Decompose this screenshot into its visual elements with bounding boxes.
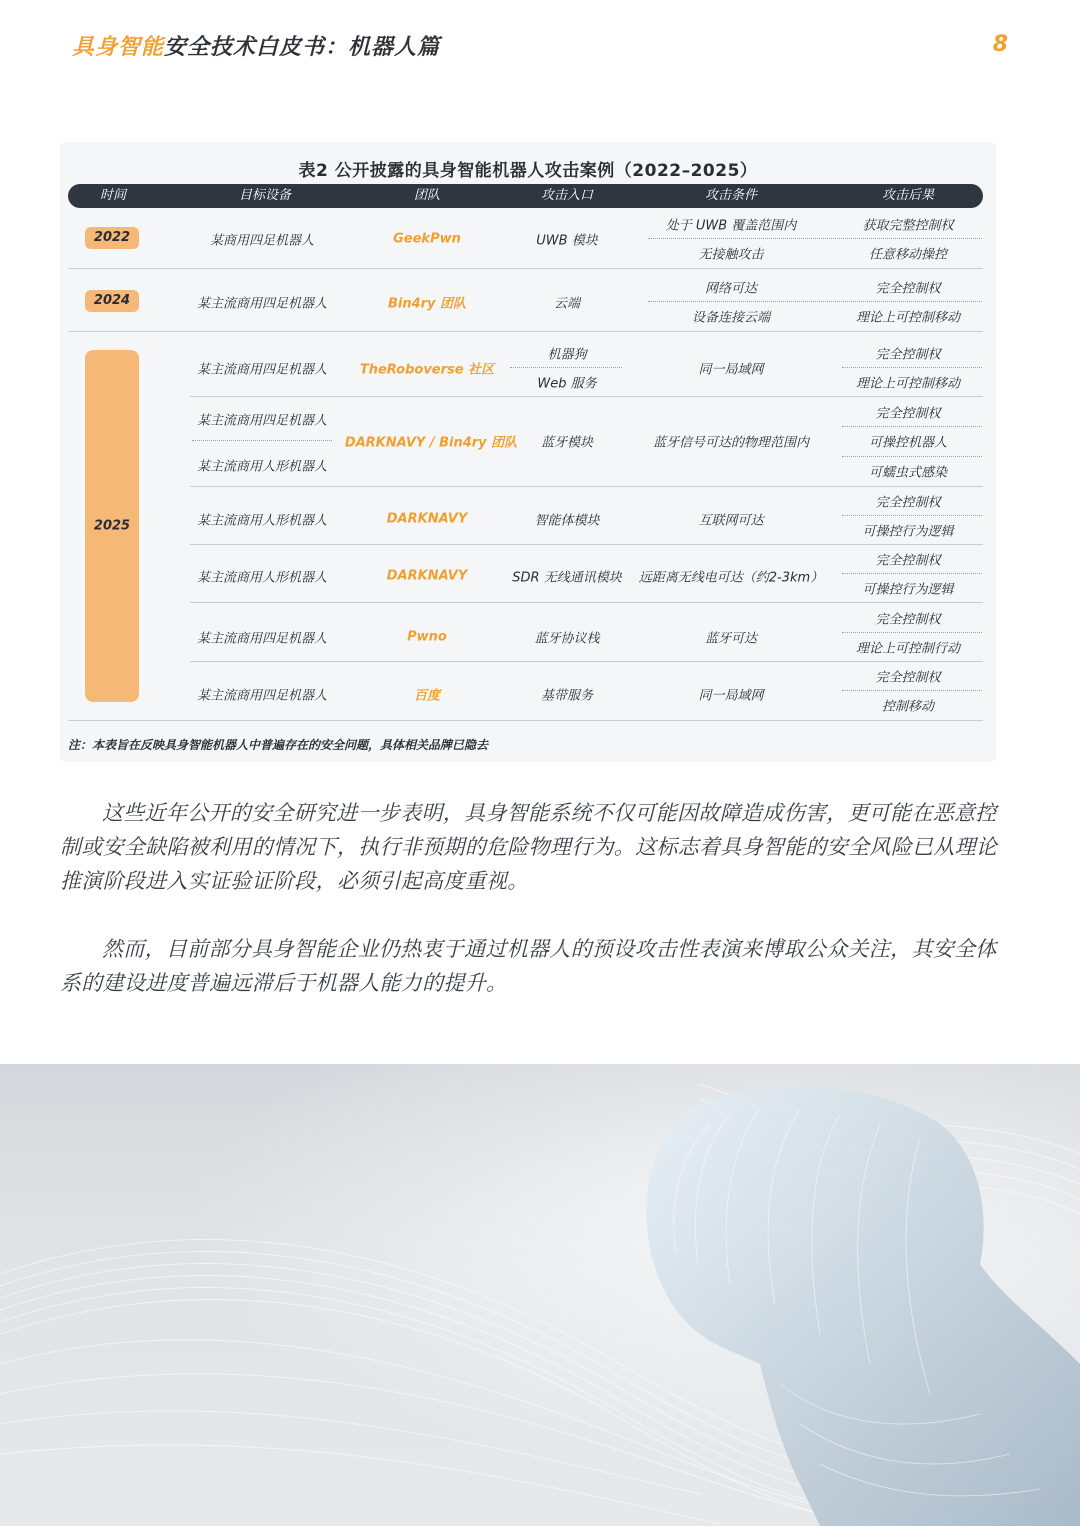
row3-result-divider bbox=[842, 367, 982, 368]
table-title: 表2 公开披露的具身智能机器人攻击案例（2022–2025） bbox=[298, 161, 758, 181]
row1-team: GeekPwn bbox=[393, 231, 461, 247]
row3-device: 某主流商用四足机器人 bbox=[196, 362, 328, 378]
row7-condition: 蓝牙可达 bbox=[704, 631, 758, 647]
document-title-rest: 安全技术白皮书：机器人篇 bbox=[164, 35, 441, 60]
row2-entry: 云端 bbox=[553, 296, 581, 312]
attack-cases-table bbox=[60, 142, 996, 762]
document-title-accent: 具身智能 bbox=[72, 35, 165, 60]
row3-result-2: 理论上可控制移动 bbox=[855, 376, 961, 392]
row-divider bbox=[190, 544, 983, 545]
row-divider bbox=[68, 268, 983, 269]
row5-result-divider bbox=[842, 515, 982, 516]
row5-result-2: 可操控行为逻辑 bbox=[862, 524, 954, 540]
row2-condition-2: 设备连接云端 bbox=[691, 310, 771, 326]
document-title bbox=[72, 30, 440, 61]
ai-figure-illustration bbox=[0, 1064, 1080, 1526]
row-divider bbox=[68, 720, 983, 721]
row2-result-1: 完全控制权 bbox=[875, 281, 941, 297]
row2-device: 某主流商用四足机器人 bbox=[196, 296, 328, 312]
row8-team: 百度 bbox=[413, 688, 441, 704]
row4-device-2: 某主流商用人形机器人 bbox=[196, 459, 328, 475]
row7-result-divider bbox=[842, 632, 982, 633]
row4-team: DARKNAVY / Bin4ry 团队 bbox=[344, 435, 518, 451]
row5-condition: 互联网可达 bbox=[698, 513, 764, 529]
row5-entry: 智能体模块 bbox=[534, 513, 600, 529]
row4-result-3: 可蠕虫式感染 bbox=[868, 465, 948, 481]
row6-device: 某主流商用人形机器人 bbox=[196, 570, 328, 586]
row7-team: Pwno bbox=[407, 629, 447, 645]
row4-device-divider bbox=[192, 440, 332, 441]
row6-result-1: 完全控制权 bbox=[875, 553, 941, 569]
row-divider bbox=[190, 396, 983, 397]
row3-entry-1: 机器狗 bbox=[547, 347, 587, 363]
row8-result-divider bbox=[842, 690, 982, 691]
column-header-result: 攻击后果 bbox=[881, 188, 935, 203]
year-badge-2022: 2022 bbox=[85, 227, 139, 249]
row-divider bbox=[190, 602, 983, 603]
column-header-team: 团队 bbox=[413, 188, 441, 203]
row3-entry-divider bbox=[510, 367, 622, 368]
row7-result-2: 理论上可控制行动 bbox=[855, 641, 961, 657]
row7-device: 某主流商用四足机器人 bbox=[196, 631, 328, 647]
row2-result-2: 理论上可控制移动 bbox=[855, 310, 961, 326]
row6-entry: SDR 无线通讯模块 bbox=[512, 570, 622, 586]
row8-result-1: 完全控制权 bbox=[875, 670, 941, 686]
row8-result-2: 控制移动 bbox=[881, 699, 935, 715]
year-badge-2024: 2024 bbox=[85, 290, 139, 312]
row7-entry: 蓝牙协议栈 bbox=[534, 631, 600, 647]
row3-result-1: 完全控制权 bbox=[875, 347, 941, 363]
row1-result-1: 获取完整控制权 bbox=[862, 218, 954, 234]
ai-figure-artwork bbox=[0, 1064, 1080, 1526]
row-divider bbox=[190, 486, 983, 487]
row5-device: 某主流商用人形机器人 bbox=[196, 513, 328, 529]
row6-condition: 远距离无线电可达（约2-3km） bbox=[638, 570, 824, 586]
year-badge-2025 bbox=[85, 350, 139, 702]
row2-team: Bin4ry 团队 bbox=[387, 296, 467, 312]
row1-condition-divider bbox=[648, 238, 982, 239]
row2-condition-1: 网络可达 bbox=[704, 281, 758, 297]
row1-condition-1: 处于 UWB 覆盖范围内 bbox=[665, 218, 797, 234]
row-divider bbox=[190, 661, 983, 662]
body-paragraph-1: 这些近年公开的安全研究进一步表明，具身智能系统不仅可能因故障造成伤害，更可能在恶意控制或安全缺陷被利用的情况下，执行非预期的危险物理行为。这标志着具身智能的安全风险已从理论推演阶段进入实证验证阶段，必须引起高度重视。 bbox=[60, 801, 998, 893]
year-badge-2025-label: 2025 bbox=[93, 518, 131, 534]
row8-device: 某主流商用四足机器人 bbox=[196, 688, 328, 704]
row4-result-divider bbox=[842, 456, 982, 457]
column-header-entry: 攻击入口 bbox=[540, 188, 594, 203]
row8-entry: 基带服务 bbox=[540, 688, 594, 704]
row5-team: DARKNAVY bbox=[386, 511, 468, 527]
row4-device-1: 某主流商用四足机器人 bbox=[196, 413, 328, 429]
table-note: 注：本表旨在反映具身智能机器人中普遍存在的安全问题，具体相关品牌已隐去 bbox=[68, 738, 489, 752]
row1-entry: UWB 模块 bbox=[536, 233, 598, 249]
row-divider bbox=[68, 331, 983, 332]
row1-result-2: 任意移动操控 bbox=[868, 247, 948, 263]
body-paragraph-2: 然而，目前部分具身智能企业仍热衷于通过机器人的预设攻击性表演来博取公众关注，其安全体系的建设进度普遍远滞后于机器人能力的提升。 bbox=[60, 937, 997, 995]
row5-result-1: 完全控制权 bbox=[875, 495, 941, 511]
row4-result-2: 可操控机器人 bbox=[868, 435, 948, 451]
row3-condition: 同一局域网 bbox=[698, 362, 764, 378]
row4-condition: 蓝牙信号可达的物理范围内 bbox=[652, 435, 810, 451]
row1-condition-2: 无接触攻击 bbox=[698, 247, 764, 263]
column-header-time: 时间 bbox=[99, 188, 127, 203]
row7-result-1: 完全控制权 bbox=[875, 612, 941, 628]
row8-condition: 同一局域网 bbox=[698, 688, 764, 704]
row2-condition-divider bbox=[648, 301, 982, 302]
row6-team: DARKNAVY bbox=[386, 568, 468, 584]
table-header bbox=[68, 184, 983, 208]
row4-result-divider bbox=[842, 426, 982, 427]
row6-result-divider bbox=[842, 573, 982, 574]
row1-device: 某商用四足机器人 bbox=[209, 233, 315, 249]
row3-team: TheRoboverse 社区 bbox=[359, 362, 495, 378]
row4-result-1: 完全控制权 bbox=[875, 406, 941, 422]
column-header-device: 目标设备 bbox=[238, 188, 292, 203]
row3-entry-2: Web 服务 bbox=[537, 376, 597, 392]
page-number: 8 bbox=[992, 32, 1008, 57]
column-header-condition: 攻击条件 bbox=[704, 188, 758, 203]
row6-result-2: 可操控行为逻辑 bbox=[862, 582, 954, 598]
row4-entry: 蓝牙模块 bbox=[540, 435, 594, 451]
